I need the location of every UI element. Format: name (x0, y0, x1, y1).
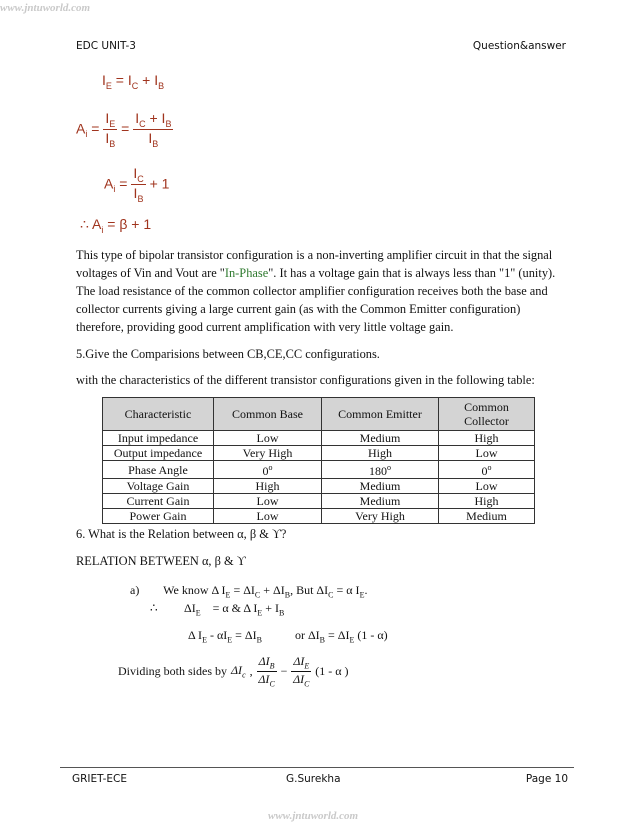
table-row (103, 431, 535, 446)
cell: High (322, 446, 439, 461)
cell: High (439, 494, 535, 509)
cell: Phase Angle (103, 461, 214, 479)
footer-college: GRIET-ECE (72, 773, 128, 785)
comparison-table (102, 397, 535, 524)
cell: Low (214, 509, 322, 524)
table-row (103, 461, 535, 479)
paragraph-common-collector: This type of bipolar transistor configuration is a non-inverting amplifier circuit in that the signal voltages of Vin and Vout are "In-Phase". It has a voltage gain that is always less than "1" (unity). The load resistance of the common collector amplifier configuration receives both the base and collector currents giving a large current gain (as with the Common Emitter configuration) therefore, providing good current amplification with very little voltage gain. (76, 248, 556, 334)
footer-page-number: Page 10 (525, 773, 568, 785)
question-6: 6. What is the Relation between α, β & ϒ? (76, 527, 287, 541)
derivation-line-2: ∴ $\Delta I_E$ = α & Δ $I_E + I_B$ (150, 601, 285, 618)
cell: Voltage Gain (103, 479, 214, 494)
cell: High (439, 431, 535, 446)
relation-heading: RELATION BETWEEN α, β & ϒ (76, 554, 246, 568)
header-common-collector: Common Collector (439, 398, 535, 431)
derivation-line-4: Dividing both sides by $\Delta I_c$ , $\Delta I_B$ $\Delta I_C$ − $\Delta I_E$ $\Delta I_C$ (1 - α ) (118, 654, 349, 689)
table-intro: with the characteristics of the different transistor configurations given in the following table: (76, 373, 535, 387)
cell: High (214, 479, 322, 494)
derivation-line-3: Δ $I_E - \alpha I_E = \Delta I_B$ or $\Delta I_B = \Delta I_E$ (1 - α) (188, 628, 388, 645)
watermark-top: www.jntuworld.com (0, 2, 91, 14)
table-row (103, 479, 535, 494)
cell: Low (439, 479, 535, 494)
footer-rule (60, 767, 574, 768)
footer-author: G.Surekha (286, 773, 341, 785)
header-common-emitter: Common Emitter (322, 398, 439, 431)
equation-ai-beta: ∴ $A_i = \beta + 1$ (80, 216, 152, 235)
watermark-bottom: www.jntuworld.com (268, 810, 359, 822)
table-row (103, 446, 535, 461)
cell: Medium (322, 431, 439, 446)
cell: 0$^o$ (214, 461, 322, 479)
header-characteristic: Characteristic (103, 398, 214, 431)
cell: Low (214, 431, 322, 446)
cell: Medium (322, 479, 439, 494)
table-header-row (103, 398, 535, 431)
cell: Medium (439, 509, 535, 524)
equation-ie: $I_E = I_C + I_B$ (102, 72, 165, 91)
cell: Very High (322, 509, 439, 524)
cell: Very High (214, 446, 322, 461)
cell: 180$^o$ (322, 461, 439, 479)
question-5: 5.Give the Comparisions between CB,CE,CC configurations. (76, 347, 380, 361)
cell: 0$^o$ (439, 461, 535, 479)
table-row (103, 509, 535, 524)
header-common-base: Common Base (214, 398, 322, 431)
cell: Low (439, 446, 535, 461)
cell: Current Gain (103, 494, 214, 509)
cell: Output impedance (103, 446, 214, 461)
cell: Low (214, 494, 322, 509)
table-row (103, 494, 535, 509)
cell: Input impedance (103, 431, 214, 446)
cell: Medium (322, 494, 439, 509)
header-unit: EDC UNIT-3 (76, 40, 136, 52)
equation-ai-fraction: $A_i$ = $\frac{I_E}{I_B}$ = $\frac{I_C + I_B}{I_B}$ (76, 110, 172, 149)
equation-ai-ic-ib: $A_i$ = $\frac{I_C}{I_B}$ + 1 (104, 165, 170, 204)
header-section: Question&answer (472, 40, 566, 52)
derivation-line-1: a) We know Δ $I_E = \Delta I_C + \Delta I_B$, But $\Delta I_C = \alpha$ $I_E$. (130, 583, 368, 600)
cell: Power Gain (103, 509, 214, 524)
